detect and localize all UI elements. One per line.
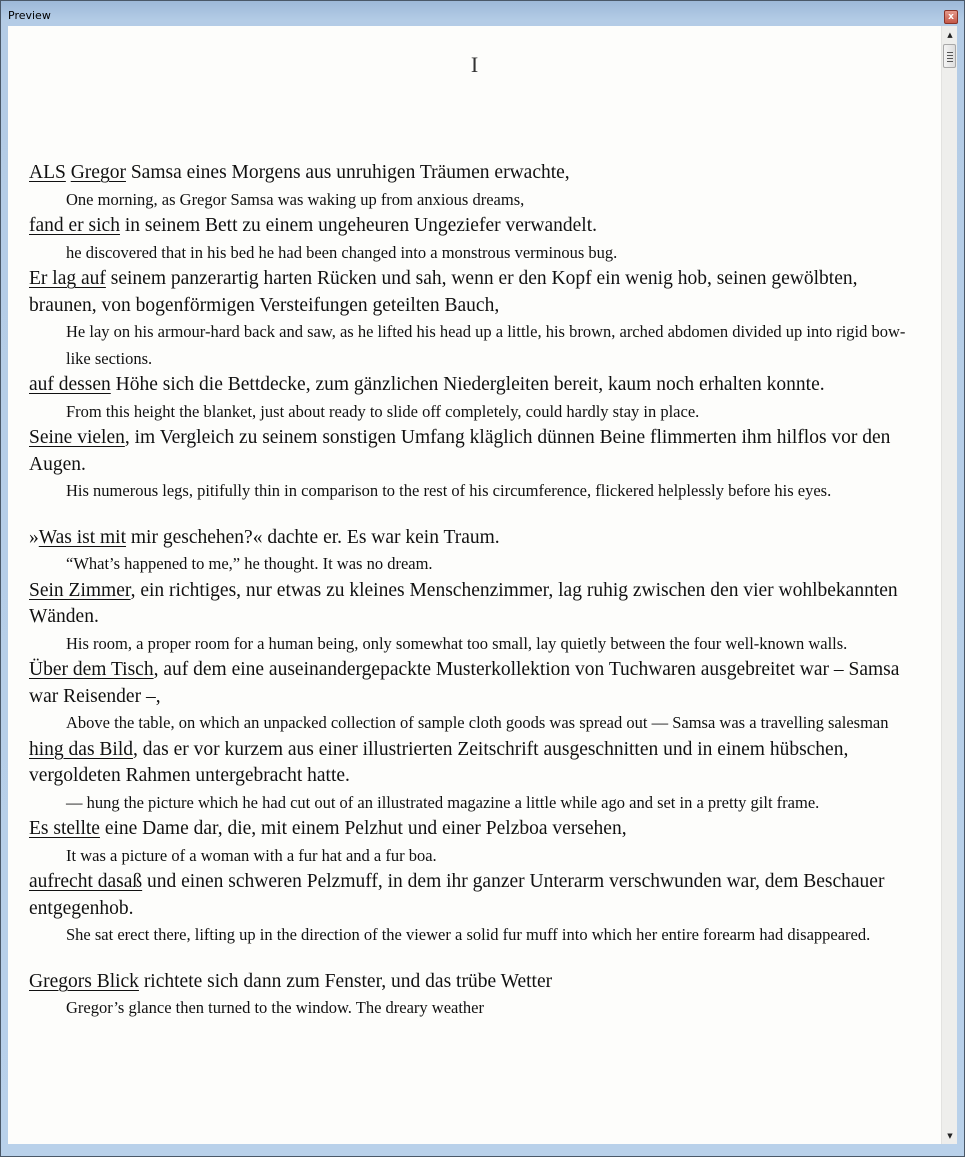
german-line	[29, 869, 924, 922]
german-text: mir geschehen?« dachte er. Es war kein Traum.	[126, 526, 500, 548]
keyword-link[interactable]: Sein Zimmer	[29, 579, 131, 601]
close-button[interactable]	[944, 10, 958, 24]
german-text: , das er vor kurzem aus einer illustrierten Zeitschrift ausgeschnitten und in einem hübschen, vergoldeten Rahmen untergebracht hatte.	[29, 738, 849, 786]
german-line	[29, 213, 924, 240]
german-text: und einen schweren Pelzmuff, in dem ihr ganzer Unterarm verschwunden war, dem Beschauer entgegenhob.	[29, 871, 885, 919]
english-translation: It was a picture of a woman with a fur hat and a fur boa.	[66, 845, 437, 865]
english-translation: — hung the picture which he had cut out of an illustrated magazine a little while ago and set in a pretty gilt frame.	[66, 792, 820, 812]
english-translation: Above the table, on which an unpacked collection of sample cloth goods was spread out — Samsa was a travelling salesman	[66, 713, 889, 732]
keyword-link[interactable]: Gregors Blick	[29, 970, 139, 992]
paragraph-gap	[29, 949, 924, 969]
title-bar[interactable]	[1, 1, 964, 26]
keyword-link[interactable]: fand er sich	[29, 215, 120, 236]
preview-pane	[8, 26, 957, 1144]
english-translation: Gregor’s glance then turned to the window. The dreary weather	[66, 998, 485, 1017]
chapter-heading: I	[470, 52, 479, 77]
keyword-link[interactable]: ALS	[29, 162, 66, 183]
parallel-text	[29, 160, 924, 1022]
keyword-link[interactable]: Über dem Tisch	[29, 659, 154, 680]
german-text: Samsa eines Morgens aus unruhigen Träumen erwachte,	[125, 162, 570, 183]
scroll-down-arrow-icon[interactable]: ▼	[947, 1132, 953, 1140]
document-view	[8, 26, 941, 1144]
english-translation: He lay on his armour-hard back and saw, as he lifted his head up a little, his brown, arched abdomen divided up into rigid bow-like sections.	[66, 322, 906, 368]
keyword-link[interactable]: aufrecht dasaß	[29, 871, 143, 892]
german-text: seinem panzerartig harten Rücken und sah, wenn er den Kopf ein wenig hob, seinen gewölbten, braunen, von bogenförmigen Versteifungen geteilten Bauch,	[29, 268, 858, 316]
keyword-link[interactable]: Gregor	[70, 162, 126, 183]
english-translation: he discovered that in his bed he had been changed into a monstrous verminous bug.	[66, 242, 618, 262]
german-text: eine Dame dar, die, mit einem Pelzhut und einer Pelzboa versehen,	[99, 818, 627, 839]
close-icon: x	[948, 12, 954, 22]
english-translation: One morning, as Gregor Samsa was waking up from anxious dreams,	[66, 189, 525, 209]
keyword-link[interactable]: auf dessen	[29, 374, 111, 395]
grip-line	[947, 61, 953, 62]
german-line	[29, 657, 924, 710]
keyword-link[interactable]: hing das Bild	[29, 738, 134, 760]
german-line	[29, 372, 924, 399]
german-line	[29, 816, 924, 843]
vertical-scrollbar[interactable]	[941, 26, 957, 1144]
grip-line	[947, 58, 953, 59]
english-translation: From this height the blanket, just about ready to slide off completely, could hardly stay in place.	[66, 401, 700, 421]
english-translation: “What’s happened to me,” he thought. It was no dream.	[66, 554, 433, 573]
german-text: richtete sich dann zum Fenster, und das trübe Wetter	[138, 970, 553, 992]
german-line	[29, 525, 924, 552]
scrollbar-thumb[interactable]	[943, 44, 956, 68]
german-text: , ein richtiges, nur etwas zu kleines Menschenzimmer, lag ruhig zwischen den vier wohlbekannten Wänden.	[29, 579, 898, 627]
german-line	[29, 425, 924, 478]
paragraph-gap	[29, 505, 924, 525]
german-line	[29, 578, 924, 631]
german-text: , auf dem eine auseinandergepackte Musterkollektion von Tuchwaren ausgebreitet war – Samsa war Reisender –,	[29, 659, 900, 707]
german-line	[29, 160, 924, 187]
german-text: , im Vergleich zu seinem sonstigen Umfang kläglich dünnen Beine flimmerten ihm hilflos vor den Augen.	[29, 427, 891, 475]
german-text: Höhe sich die Bettdecke, zum gänzlichen Niedergleiten bereit, kaum noch erhalten konnte.	[110, 374, 825, 395]
keyword-link[interactable]: Er lag auf	[29, 268, 106, 289]
english-translation: His numerous legs, pitifully thin in comparison to the rest of his circumference, flickered helplessly before his eyes.	[66, 481, 832, 500]
english-translation: She sat erect there, lifting up in the direction of the viewer a solid fur muff into which her entire forearm had disappeared.	[66, 925, 871, 944]
german-text: in seinem Bett zu einem ungeheuren Ungeziefer verwandelt.	[119, 215, 597, 236]
keyword-link[interactable]: Es stellte	[29, 818, 100, 839]
quote-mark: »	[29, 526, 39, 548]
german-line	[29, 737, 924, 790]
german-line	[29, 266, 924, 319]
keyword-link[interactable]: Seine vielen	[29, 427, 125, 448]
german-line	[29, 969, 924, 996]
window-title: Preview	[8, 9, 51, 22]
scroll-up-arrow-icon[interactable]: ▲	[947, 31, 953, 39]
grip-line	[947, 52, 953, 53]
grip-line	[947, 55, 953, 56]
english-translation: His room, a proper room for a human being, only somewhat too small, lay quietly between the four well-known walls.	[66, 633, 848, 653]
keyword-link[interactable]: Was ist mit	[38, 526, 127, 548]
